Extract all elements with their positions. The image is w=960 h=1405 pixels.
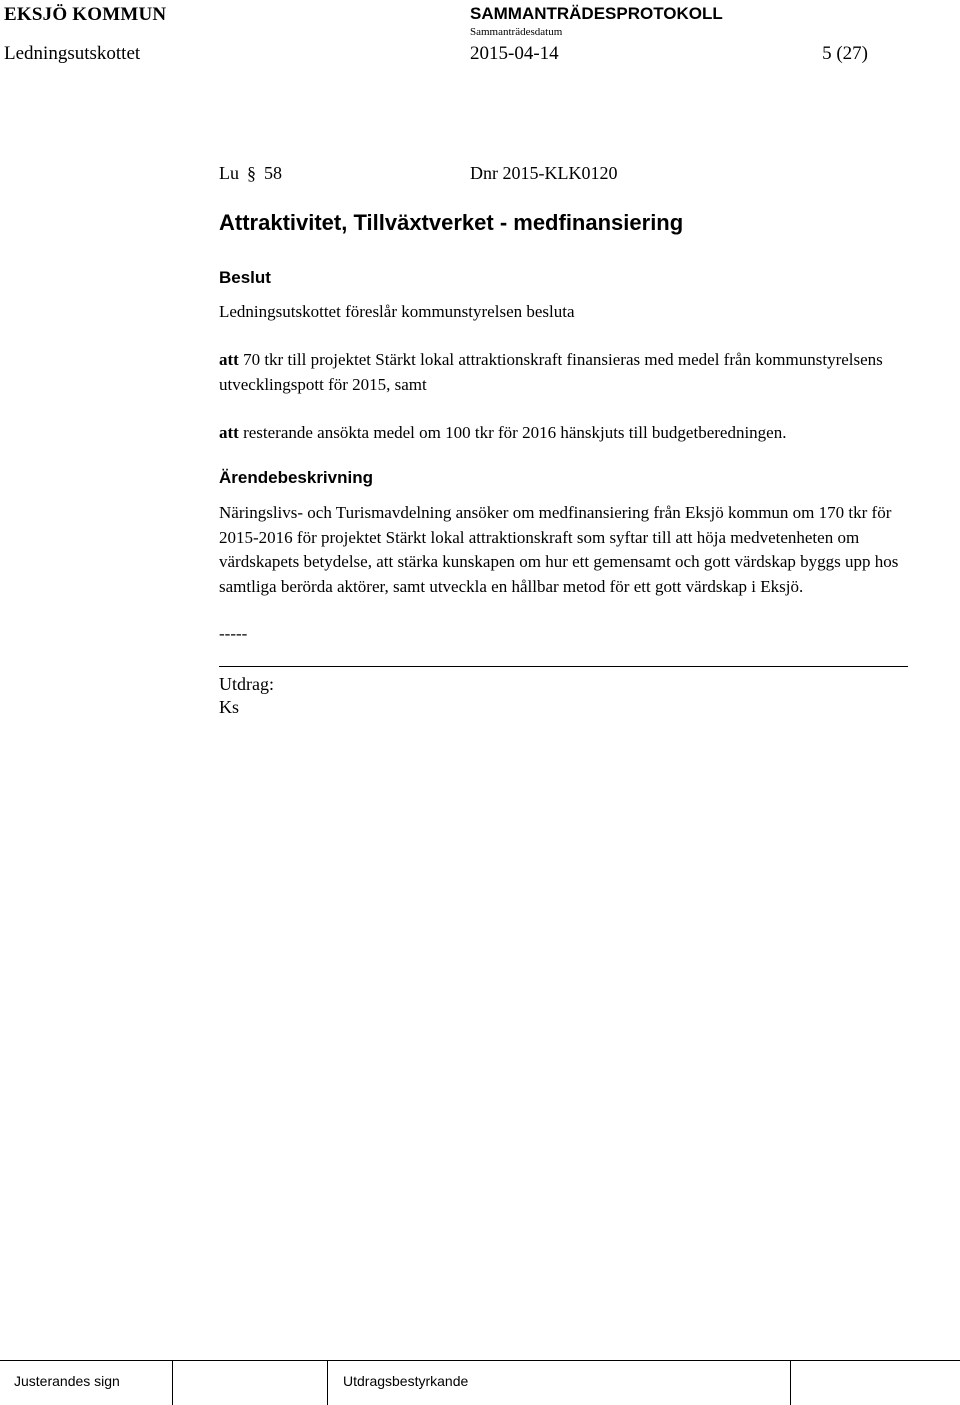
- paragraph-prefix: Lu: [219, 163, 239, 183]
- decision-point: [219, 348, 929, 397]
- case-title: Attraktivitet, Tillväxtverket - medfinansiering: [219, 210, 684, 235]
- decision-text: resterande ansökta medel om 100 tkr för 2016 hänskjuts till budgetberedningen.: [238, 423, 787, 442]
- extract-label: Utdrag:: [219, 674, 274, 694]
- extract-certified-label: Utdragsbestyrkande: [343, 1373, 469, 1389]
- committee-name: Ledningsutskottet: [4, 43, 141, 64]
- footer-divider: [790, 1361, 791, 1405]
- section-icon: §: [247, 163, 256, 183]
- footer-divider: [327, 1361, 328, 1405]
- organization-name: EKSJÖ KOMMUN: [4, 4, 167, 25]
- signature-rule: [219, 666, 908, 667]
- page-footer: [0, 1360, 960, 1405]
- adjusters-sign-label: Justerandes sign: [14, 1373, 120, 1389]
- document-type: SAMMANTRÄDESPROTOKOLL: [470, 4, 723, 23]
- description-text: Näringslivs- och Turismavdelning ansöker om medfinansiering från Eksjö kommun om 170 tkr för 2015-2016 för projektet Stärkt lokal attraktionskraft som syftar till att höja medvetenheten om värdskapets betydelse, att stärka kunskapen om hur ett gemensamt och gott värdskap byggs upp hos samtliga berörda aktörer, samt utveckla en hållbar metod för ett gott värdskap i Eksjö.: [219, 503, 899, 596]
- decision-text: 70 tkr till projektet Stärkt lokal attraktionskraft finansieras med medel från kommunstyrelsens utvecklingspott för 2015, samt: [219, 350, 883, 394]
- decision-intro: Ledningsutskottet föreslår kommunstyrelsen besluta: [219, 302, 575, 321]
- paragraph-reference: [219, 163, 282, 184]
- decision-heading: Beslut: [219, 268, 271, 287]
- decision-keyword: att: [219, 350, 239, 369]
- separator-dashes: -----: [219, 624, 248, 643]
- meeting-date-caption: Sammanträdesdatum: [470, 26, 563, 38]
- meeting-date: 2015-04-14: [470, 43, 559, 64]
- diary-number: Dnr 2015-KLK0120: [470, 163, 618, 183]
- description-heading: Ärendebeskrivning: [219, 468, 373, 487]
- paragraph-number: 58: [264, 163, 282, 183]
- decision-keyword: att: [219, 423, 239, 442]
- extract-recipients: Ks: [219, 697, 240, 717]
- page-number: 5 (27): [822, 43, 868, 64]
- footer-divider: [172, 1361, 173, 1405]
- decision-point: [219, 421, 929, 446]
